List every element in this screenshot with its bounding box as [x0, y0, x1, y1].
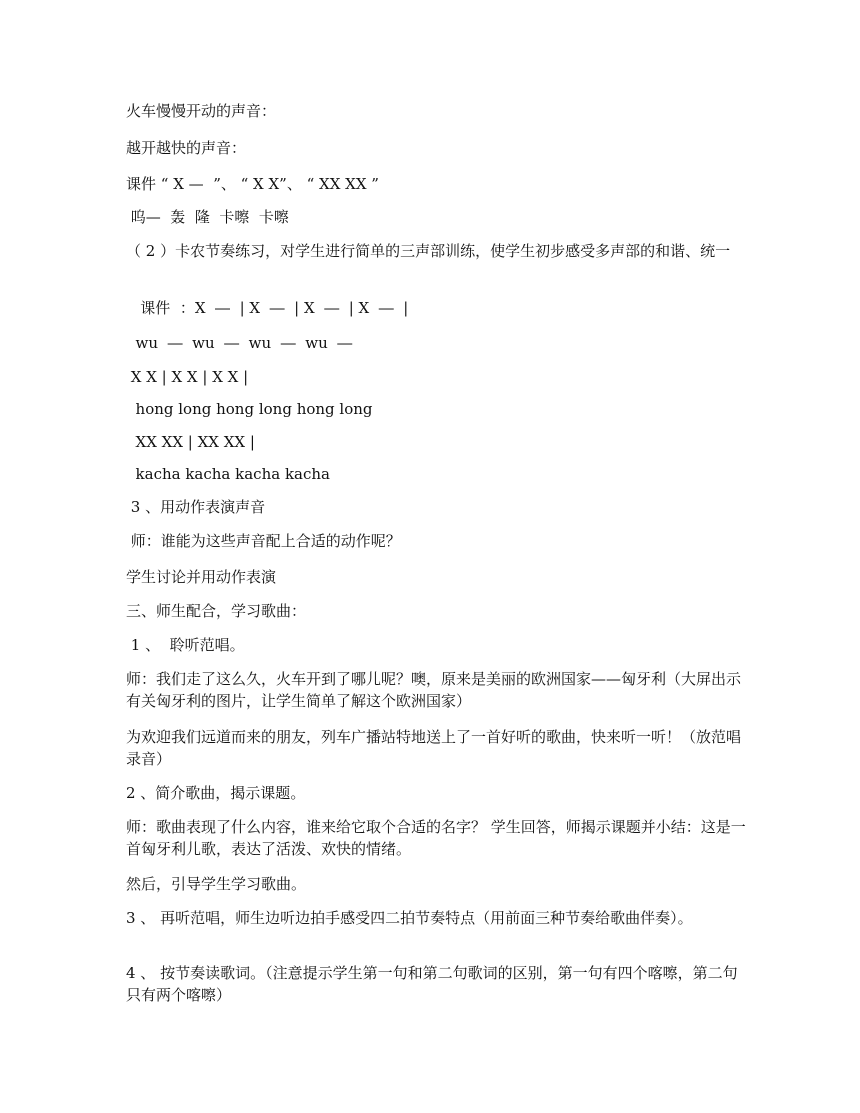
text-line: 2 、简介歌曲，揭示课题。	[126, 784, 306, 802]
text-line: 呜— 轰 隆 卡嚓 卡嚓	[126, 208, 289, 226]
text-paragraph: 为欢迎我们远道而来的朋友，列车广播站特地送上了一首好听的歌曲，快来听一听！（放范唱录音）	[126, 728, 742, 768]
text-line: 师：谁能为这些声音配上合适的动作呢？	[126, 532, 401, 550]
text-line: hong long hong long hong long	[126, 400, 373, 418]
text-paragraph: 4 、 按节奏读歌词。（注意提示学生第一句和第二句歌词的区别，第一句有四个喀嚓，第二句只有两个喀嚓）	[126, 964, 738, 1004]
text-paragraph: （ 2 ）卡农节奏练习，对学生进行简单的三声部训练，使学生初步感受多声部的和谐、统一	[126, 242, 731, 260]
text-paragraph: 3 、 再听范唱，师生边听边拍手感受四二拍节奏特点（用前面三种节奏给歌曲伴奏）。	[126, 909, 693, 927]
text-line: 越开越快的声音：	[126, 139, 247, 157]
text-line: 3 、用动作表演声音	[126, 498, 266, 516]
text-line: 课件 “ X — ”、 “ X X”、 “ XX XX ”	[126, 175, 379, 193]
text-paragraph: 师：歌曲表现了什么内容，谁来给它取个合适的名字？ 学生回答，师揭示课题并小结：这是一首匈牙利儿歌，表达了活泼、欢快的情绪。	[126, 818, 746, 858]
text-paragraph: 师：我们走了这么久，火车开到了哪儿呢？噢，原来是美丽的欧洲国家——匈牙利（大屏出示有关匈牙利的图片，让学生简单了解这个欧洲国家）	[126, 670, 742, 710]
text-line: wu ― wu ― wu ― wu ―	[126, 334, 353, 352]
text-line: 火车慢慢开动的声音：	[126, 102, 277, 120]
text-line: X X | X X | X X |	[126, 368, 249, 386]
text-line: 1 、 聆听范唱。	[126, 636, 245, 654]
text-line: 课件 ：X ― | X ― | X ― | X ― |	[126, 299, 409, 317]
text-line: 三、师生配合，学习歌曲：	[126, 602, 307, 620]
text-line: XX XX | XX XX |	[126, 433, 255, 451]
text-line: 然后，引导学生学习歌曲。	[126, 875, 307, 893]
text-line: kacha kacha kacha kacha	[126, 465, 330, 483]
text-line: 学生讨论并用动作表演	[126, 568, 277, 586]
